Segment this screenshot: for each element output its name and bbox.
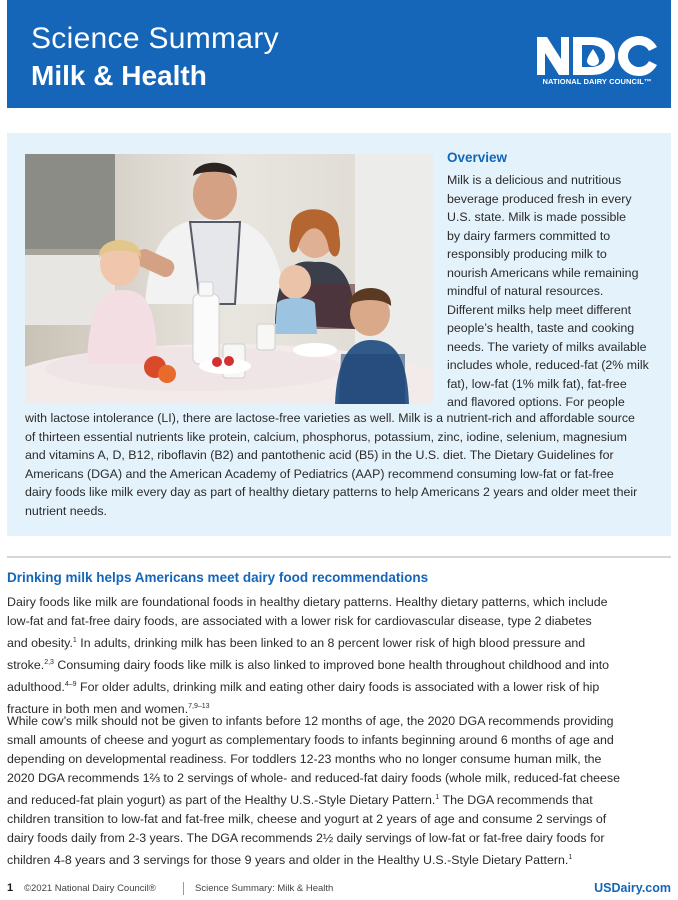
text-line [7, 769, 671, 788]
section-heading: Drinking milk helps Americans meet dairy food recommendations [7, 570, 429, 585]
text-line: people’s health, taste and cooking [447, 321, 635, 335]
line-text: and obesity. [7, 636, 73, 651]
paragraph-dga-guidance [7, 712, 671, 870]
overview-text-full [25, 409, 665, 520]
copyright: ©2021 National Dairy Council® [24, 883, 156, 894]
line-text: children transition to low-fat and fat-free milk, cheese and yogurt at 2 years of age and consume 2 servings of [7, 812, 607, 827]
line-text: dairy foods daily from 2-3 years. The DGA recommends 2½ daily servings of low-fat or fat-free dairy foods for [7, 831, 605, 846]
text-line [7, 848, 671, 870]
text-line: beverage produced fresh in every [447, 191, 632, 206]
text-line: with lactose intolerance (LI), there are lactose-free varieties as well. Milk is a nutrient-rich and affordable source [25, 411, 635, 425]
photo-illustration [25, 154, 433, 404]
text-line: and flavored options. For people [447, 395, 625, 409]
text-line: dairy foods like milk every day as part of healthy dietary patterns to help Americans 2 years and older meet their [25, 485, 638, 499]
text-line [7, 750, 671, 769]
text-line: Milk is a delicious and nutritious [447, 173, 622, 187]
text-line [7, 631, 671, 653]
line-text: adulthood. [7, 680, 65, 695]
text-line: mindful of natural resources. [447, 284, 604, 298]
line-text: small amounts of cheese and yogurt as complementary foods to infants beginning around 6 months of age and [7, 733, 614, 747]
citation-superscript: 1 [568, 854, 573, 862]
logo-tagline: NATIONAL DAIRY COUNCIL™ [542, 77, 652, 86]
text-line [7, 653, 671, 675]
citation-superscript: 2,3 [44, 659, 54, 667]
text-line [7, 829, 671, 848]
text-line [7, 731, 671, 750]
line-text-rest: The DGA recommends that [439, 793, 593, 808]
page-number: 1 [7, 882, 14, 894]
line-text: While cow’s milk should not be given to infants before 12 months of age, the 2020 DGA recommends providing [7, 714, 614, 728]
text-line: nourish Americans while remaining [447, 265, 639, 280]
section-divider [7, 556, 671, 558]
line-text-rest: In adults, drinking milk has been linked to an 8 percent lower risk of high blood pressure and [76, 636, 586, 651]
text-line: nutrient needs. [25, 503, 107, 518]
text-line [7, 810, 671, 829]
text-line: responsibly producing milk to [447, 247, 607, 261]
text-line: by dairy farmers committed to [447, 228, 611, 243]
page-header [7, 0, 671, 108]
ndc-logo-mark [535, 35, 659, 77]
text-line [7, 612, 671, 631]
overview-heading: Overview [447, 150, 508, 165]
text-line: includes whole, reduced-fat (2% milk [447, 358, 649, 372]
line-text: and reduced-fat plain yogurt) as part of the Healthy U.S.-Style Dietary Pattern. [7, 793, 436, 808]
footer-separator [183, 882, 184, 895]
line-text: stroke. [7, 658, 45, 673]
citation-superscript: 1 [72, 637, 77, 644]
text-line: fat), low-fat (1% milk fat), fat-free [447, 376, 627, 391]
line-text: children 4-8 years and 3 servings for those 9 years and older in the Healthy U.S.-Style Dietary Pattern. [7, 853, 569, 868]
text-line: Different milks help meet different [447, 302, 632, 317]
header-title: Milk & Health [31, 60, 207, 91]
text-line [7, 788, 671, 810]
text-line: and vitamins A, D, B12, riboflavin (B2) and pantothenic acid (B5) in the U.S. diet. The Dietary Guidelines for [25, 448, 614, 462]
text-line [7, 593, 671, 612]
line-text: 2020 DGA recommends 1⅔ to 2 servings of whole- and reduced-fat dairy foods (whole milk, reduced-fat cheese [7, 771, 620, 785]
footer-doc-title: Science Summary: Milk & Health [195, 883, 334, 894]
overview-text-column [447, 171, 663, 412]
ndc-logo [535, 35, 659, 89]
page-footer [7, 882, 671, 898]
line-text: fracture in both men and women. [7, 702, 189, 717]
text-line [7, 712, 671, 731]
website-link[interactable]: USDairy.com [594, 881, 671, 895]
citation-superscript: 7,9–13 [188, 703, 210, 711]
line-text: depending on developmental readiness. For toddlers 12-23 months who no longer consume human milk, the [7, 752, 602, 766]
line-text-rest: Consuming dairy foods like milk is also linked to improved bone health throughout childhood and into [53, 658, 610, 673]
line-text: Dairy foods like milk are foundational foods in healthy dietary patterns. Healthy dietary patterns, which include [7, 595, 608, 609]
line-text-rest: For older adults, drinking milk and eating other dairy foods is associated with a lower risk of hip [76, 680, 600, 695]
line-text: low-fat and fat-free dairy foods, are associated with a lower risk for cardiovascular disease, type 2 diabetes [7, 614, 592, 628]
text-line [7, 675, 671, 697]
text-line: U.S. state. Milk is made possible [447, 210, 627, 224]
text-line: of thirteen essential nutrients like protein, calcium, phosphorus, potassium, zinc, iodine, selenium, magnesium [25, 429, 627, 444]
paragraph-recommendations [7, 593, 671, 720]
overview-box [7, 133, 671, 536]
text-line: Americans (DGA) and the American Academy of Pediatrics (AAP) recommend consuming low-fat or fat-free [25, 466, 614, 481]
family-breakfast-photo [25, 154, 433, 404]
header-subtitle: Science Summary [31, 22, 279, 55]
text-line: needs. The variety of milks available [447, 339, 647, 354]
citation-superscript: 1 [435, 794, 440, 801]
citation-superscript: 4–9 [64, 681, 77, 689]
